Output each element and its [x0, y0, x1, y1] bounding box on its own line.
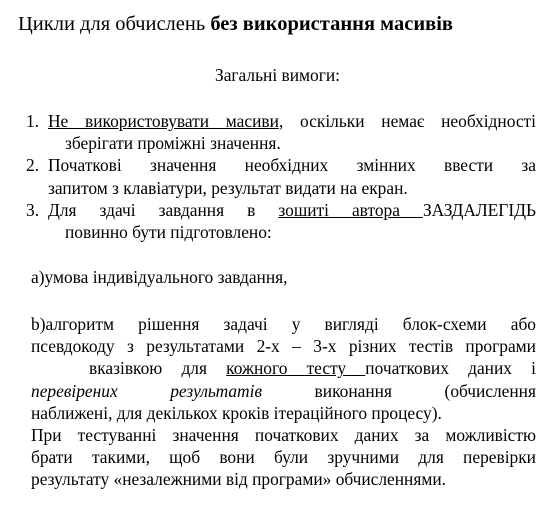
paragraph-b-underlined: кожного тесту — [226, 358, 366, 379]
requirement-number: 1. — [26, 111, 40, 131]
requirement-number: 3. — [26, 199, 40, 220]
paragraph-b-line: псевдокоду з результатами 2-х – 3-х різних тестів програми — [31, 336, 536, 357]
title-normal: Цикли для обчислень — [18, 13, 211, 35]
requirement-underlined: Не використовувати масиви — [48, 111, 279, 131]
requirement-text-line2: зберігати проміжні значення. — [65, 133, 281, 154]
requirement-item-3 — [26, 199, 536, 243]
document-title — [18, 10, 548, 38]
requirement-text: Початкові значення необхідних змінних ввести за — [48, 155, 536, 176]
paragraph-b-line: При тестуванні значення початкових даних за можливістю — [31, 425, 536, 446]
paragraph-a: а)умова індивідуального завдання, — [31, 267, 288, 287]
section-subtitle: Загальні вимоги: — [214, 65, 341, 85]
paragraph-b-text: виконання (обчислення — [262, 380, 536, 401]
requirement-text-line2: повинно бути підготовлено: — [65, 222, 272, 243]
requirement-number: 2. — [26, 155, 40, 176]
requirement-text: Для здачі завдання в — [48, 199, 279, 220]
paragraph-b-line: b)алгоритм рішення задачі у вигляді блок-схеми або — [31, 314, 536, 334]
requirement-text-caps: ЗАЗДАЛЕГІДЬ — [422, 199, 536, 220]
requirement-item-1 — [26, 110, 536, 154]
paragraph-b-text: вказівкою для — [89, 358, 227, 379]
paragraph-b-line — [31, 357, 536, 379]
requirement-text: , оскільки немає необхідності — [278, 111, 536, 131]
requirements-list — [26, 110, 536, 243]
paragraph-b-text: початкових даних і — [365, 358, 536, 379]
paragraph-b-line: брати такими, щоб вони були зручними для перевірки — [31, 447, 536, 468]
requirement-item-2 — [26, 154, 536, 198]
paragraph-b — [31, 313, 536, 491]
paragraph-b-line — [31, 380, 536, 402]
paragraph-b-italic: перевірених результатів — [31, 380, 262, 401]
requirement-text-line2: запитом з клавіатури, результат видати на екран. — [48, 177, 408, 198]
requirement-underlined: зошиті автора — [278, 199, 423, 220]
paragraph-b-line: наближені, для декількох кроків ітераційного процесу). — [31, 402, 442, 423]
paragraph-b-line: результату «незалежними від програми» обчисленнями. — [31, 469, 447, 490]
title-bold: без використання масивів — [210, 13, 453, 35]
